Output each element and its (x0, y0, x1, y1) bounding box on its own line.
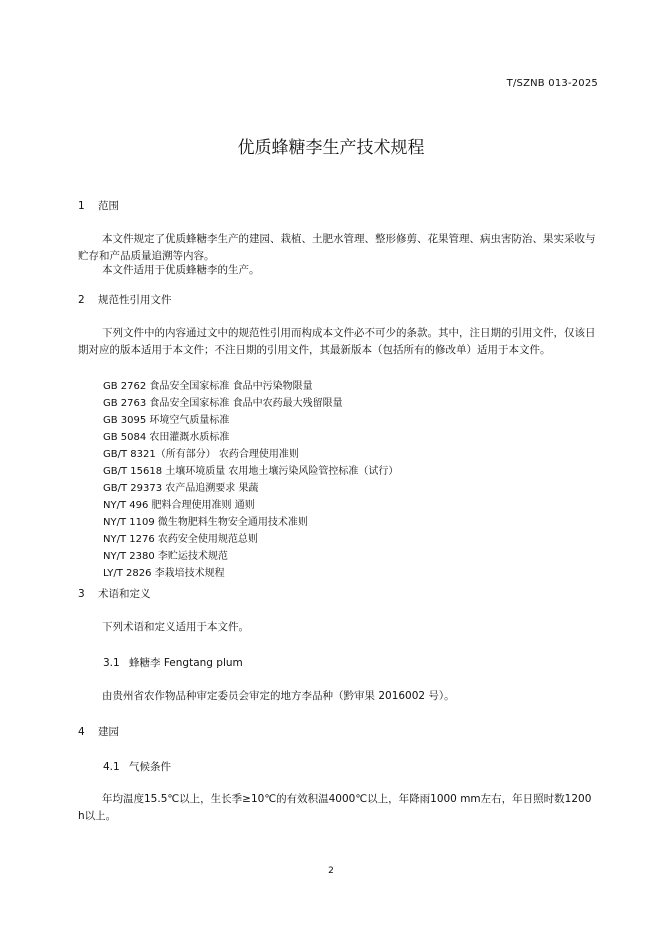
section-number: 4 (78, 726, 85, 738)
reference-item: GB 2762 食品安全国家标准 食品中污染物限量 (103, 381, 313, 392)
section-number: 3 (78, 588, 85, 600)
section-title: 规范性引用文件 (98, 294, 172, 306)
reference-item: GB/T 29373 农产品追溯要求 果蔬 (103, 483, 259, 494)
reference-item: GB 2763 食品安全国家标准 食品中农药最大残留限量 (103, 398, 343, 409)
section-number: 2 (78, 294, 85, 306)
term-definition: 由贵州省农作物品种审定委员会审定的地方李品种（黔审果 2016002 号）。 (102, 690, 455, 702)
reference-item: LY/T 2826 李栽培技术规程 (103, 568, 225, 579)
scope-applicability: 本文件适用于优质蜂糖李的生产。 (102, 264, 260, 276)
section-heading-3 (78, 586, 151, 601)
climate-paragraph: 年均温度15.5℃以上，生长季≥10℃的有效积温4000℃以上，年降雨1000 mm左右，年日照时数1200 h以上。 (78, 793, 592, 822)
reference-item: NY/T 2380 李贮运技术规范 (103, 551, 228, 562)
page-number: 2 (328, 866, 334, 876)
section-number: 1 (78, 200, 85, 212)
section-heading-2 (78, 292, 172, 307)
document-title: 优质蜂糖李生产技术规程 (237, 138, 425, 158)
section-heading-4 (78, 724, 119, 739)
subsection-number: 3.1 (103, 657, 120, 669)
terms-intro-paragraph: 下列术语和定义适用于本文件。 (102, 621, 249, 633)
normative-references-paragraph: 下列文件中的内容通过文中的规范性引用而构成本文件必不可少的条款。其中，注日期的引用文件，仅该日期对应的版本适用于本文件；不注日期的引用文件，其最新版本（包括所有的修改单）适用于本文件。 (78, 327, 596, 356)
subsection-title: 蜂糖李 Fengtang plum (129, 657, 243, 669)
reference-item: GB 3095 环境空气质量标准 (103, 415, 230, 426)
section-heading-1 (78, 198, 119, 213)
section-title: 术语和定义 (98, 588, 151, 600)
document-id: T/SZNB 013-2025 (506, 78, 598, 89)
subsection-title: 气候条件 (129, 761, 171, 773)
reference-item: GB/T 15618 土壤环境质量 农用地土壤污染风险管控标准（试行） (103, 466, 399, 477)
subsection-heading-3-1 (103, 655, 243, 670)
reference-item: NY/T 496 肥料合理使用准则 通则 (103, 500, 255, 511)
section-title: 建园 (98, 726, 119, 738)
reference-item: GB 5084 农田灌溉水质标准 (103, 432, 230, 443)
scope-paragraph: 本文件规定了优质蜂糖李生产的建园、栽植、土肥水管理、整形修剪、花果管理、病虫害防治、果实采收与贮存和产品质量追溯等内容。 (78, 233, 596, 262)
reference-item: GB/T 8321（所有部分） 农药合理使用准则 (103, 449, 299, 460)
reference-item: NY/T 1109 微生物肥料生物安全通用技术准则 (103, 517, 308, 528)
subsection-heading-4-1 (103, 759, 171, 774)
reference-item: NY/T 1276 农药安全使用规范总则 (103, 534, 258, 545)
subsection-number: 4.1 (103, 761, 120, 773)
section-title: 范围 (98, 200, 119, 212)
